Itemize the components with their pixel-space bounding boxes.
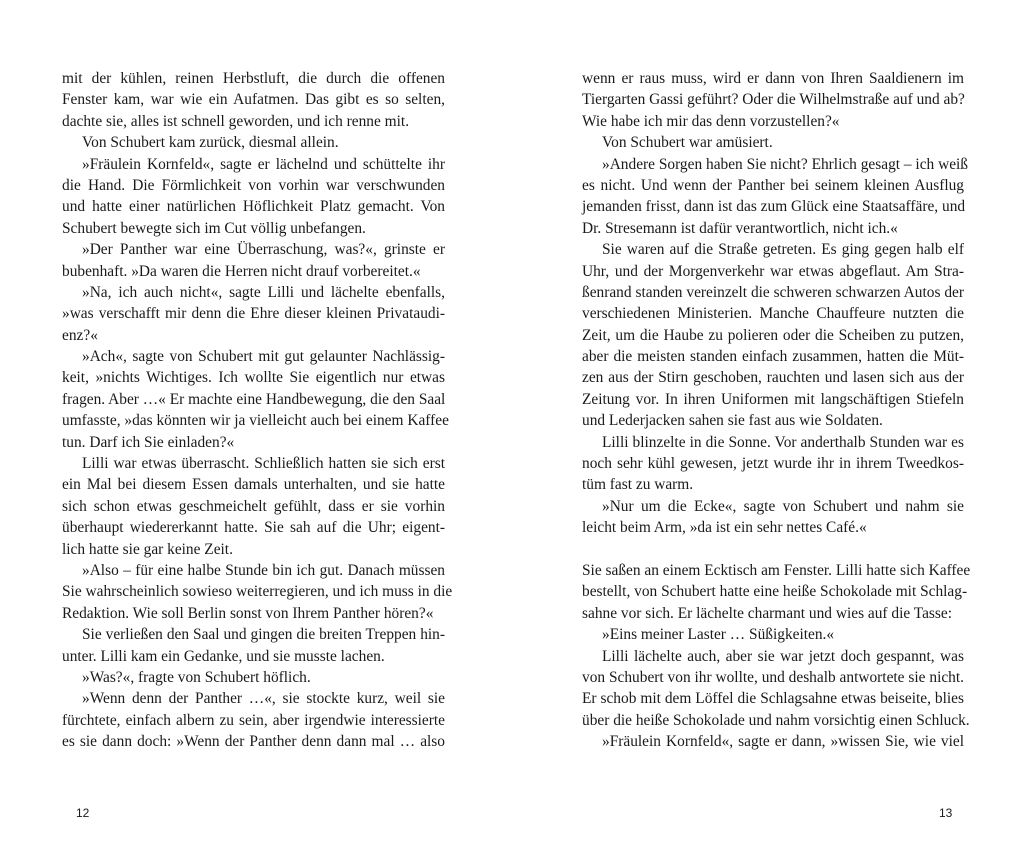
- text-line: es nicht. Und wenn der Panther bei seinem kleinen Ausflug: [582, 176, 964, 194]
- text-line: Sie verließen den Saal und gingen die breiten Treppen hin-: [82, 626, 445, 644]
- text-line: noch sehr kühl gewesen, jetzt wurde ihr in ihrem Tweedkos-: [582, 455, 964, 473]
- text-line: »Na, ich auch nicht«, sagte Lilli und lächelte ebenfalls,: [82, 283, 445, 301]
- text-line: tüm fast zu warm.: [582, 476, 694, 494]
- text-line: zen aus der Stirn geschoben, rauchten und lasen sich aus der: [582, 369, 964, 387]
- text-line: Lilli lächelte auch, aber sie war jetzt doch gespannt, was: [602, 647, 964, 665]
- right-page-text: [582, 68, 971, 753]
- left-page-text: [62, 68, 453, 753]
- text-line: »Was?«, fragte von Schubert höflich.: [82, 668, 311, 686]
- text-line: Zeitung vor. In ihren Uniformen mit langschäftigen Stiefeln: [582, 390, 964, 408]
- text-line: Von Schubert kam zurück, diesmal allein.: [82, 134, 339, 152]
- text-line: Lilli blinzelte in die Sonne. Vor anderthalb Stunden war es: [602, 433, 964, 451]
- text-line: Von Schubert war amüsiert.: [602, 134, 773, 152]
- text-line: sahne vor sich. Er lächelte charmant und wies auf die Tasse:: [582, 604, 953, 622]
- text-line: von Schubert von ihr wollte, und deshalb antwortete sie nicht.: [582, 668, 964, 686]
- text-line: bestellt, von Schubert hatte eine heiße Schokolade mit Schlag-: [582, 583, 968, 601]
- text-line: Sie wahrscheinlich sowieso weiterregieren, und ich muss in die: [62, 583, 453, 601]
- text-line: Uhr, und der Morgenverkehr war etwas abgeflaut. Am Stra-: [582, 262, 964, 280]
- text-line: verschiedenen Ministerien. Manche Chauffeure nutzten die: [582, 305, 964, 323]
- text-line: mit der kühlen, reinen Herbstluft, die durch die offenen: [62, 70, 445, 87]
- text-line: wenn er raus muss, wird er dann von Ihren Saaldienern im: [582, 70, 964, 87]
- text-line: [582, 539, 964, 560]
- text-line: »Andere Sorgen haben Sie nicht? Ehrlich gesagt – ich weiß: [602, 155, 968, 173]
- text-line: Tiergarten Gassi geführt? Oder die Wilhelmstraße auf und ab?: [582, 91, 965, 109]
- text-line: »Fräulein Kornfeld«, sagte er lächelnd und schüttelte ihr: [82, 155, 445, 173]
- text-line: Dr. Stresemann ist dafür verantwortlich, nicht ich.«: [582, 219, 898, 237]
- text-line: es sie dann doch: »Wenn der Panther denn dann mal … also: [62, 733, 445, 751]
- text-line: »Ach«, sagte von Schubert mit gut gelaunter Nachlässig-: [82, 348, 445, 366]
- text-line: »was verschafft mir denn die Ehre dieser kleinen Privataudi-: [62, 305, 445, 323]
- text-line: über die heiße Schokolade und nahm vorsichtig einen Schluck.: [582, 711, 970, 729]
- text-line: überhaupt wiedererkannt hatte. Sie sah auf die Uhr; eigent-: [62, 519, 445, 537]
- text-line: und hatte einer natürlichen Höflichkeit Platz gemacht. Von: [62, 198, 445, 216]
- text-line: unter. Lilli kam ein Gedanke, und sie musste lachen.: [62, 647, 385, 665]
- right-page-number: 13: [939, 806, 953, 820]
- text-line: leicht beim Arm, »da ist ein sehr nettes Café.«: [582, 519, 867, 537]
- text-line: keit, »nichts Wichtiges. Ich wollte Sie eigentlich nur etwas: [62, 369, 445, 387]
- text-line: »Also – für eine halbe Stunde bin ich gut. Danach müssen: [82, 561, 445, 579]
- left-page-number: 12: [76, 806, 90, 820]
- text-line: Fenster kam, war wie ein Aufatmen. Das gibt es so selten,: [62, 91, 445, 109]
- text-line: aber die meisten standen einfach zusammen, hatten die Müt-: [582, 348, 964, 366]
- text-line: dachte sie, alles ist schnell geworden, und ich renne mit.: [62, 112, 410, 130]
- text-line: ßenrand standen vereinzelt die schweren schwarzen Autos der: [582, 283, 964, 301]
- text-line: Er schob mit dem Löffel die Schlagsahne etwas beiseite, blies: [582, 690, 964, 708]
- text-line: Wie habe ich mir das denn vorzustellen?«: [582, 112, 840, 130]
- text-line: bubenhaft. »Da waren die Herren nicht drauf vorbereitet.«: [62, 262, 421, 280]
- text-line: »Fräulein Kornfeld«, sagte er dann, »wissen Sie, wie viel: [602, 733, 964, 751]
- text-line: Schubert bewegte sich im Cut völlig unbefangen.: [62, 219, 366, 237]
- text-line: jemanden frisst, dann ist das zum Glück eine Staatsaffäre, und: [582, 198, 966, 216]
- text-line: fürchtete, einfach albern zu sein, aber irgendwie interessierte: [62, 711, 445, 729]
- text-line: Sie waren auf die Straße getreten. Es ging gegen halb elf: [602, 241, 964, 259]
- text-line: Lilli war etwas überrascht. Schließlich hatten sie sich erst: [82, 455, 445, 473]
- text-line: »Nur um die Ecke«, sagte von Schubert und nahm sie: [602, 497, 964, 515]
- text-line: die Hand. Die Förmlichkeit von vorhin war verschwunden: [62, 176, 445, 194]
- text-line: Sie saßen an einem Ecktisch am Fenster. Lilli hatte sich Kaffee: [582, 561, 971, 579]
- text-line: sich schon etwas geschmeichelt gefühlt, dass er sie vorhin: [62, 497, 445, 515]
- text-line: Zeit, um die Haube zu polieren oder die Scheiben zu putzen,: [582, 326, 964, 344]
- text-line: »Wenn denn der Panther …«, sie stockte kurz, weil sie: [82, 690, 445, 708]
- text-line: und Lederjacken sahen sie fast aus wie Soldaten.: [582, 412, 883, 430]
- text-line: fragen. Aber …« Er machte eine Handbewegung, die den Saal: [62, 390, 446, 408]
- text-line: »Eins meiner Laster … Süßigkeiten.«: [602, 626, 835, 644]
- text-line: enz?«: [62, 326, 98, 344]
- text-line: umfasste, »das könnten wir ja vielleicht auch bei einem Kaffee: [62, 412, 449, 430]
- text-line: lich hatte sie gar keine Zeit.: [62, 540, 233, 558]
- text-line: ein Mal bei diesem Essen damals unterhalten, und sie hatte: [62, 476, 445, 494]
- text-line: tun. Darf ich Sie einladen?«: [62, 433, 235, 451]
- text-line: Redaktion. Wie soll Berlin sonst von Ihrem Panther hören?«: [62, 604, 434, 622]
- text-line: »Der Panther war eine Überraschung, was?«, grinste er: [82, 241, 445, 259]
